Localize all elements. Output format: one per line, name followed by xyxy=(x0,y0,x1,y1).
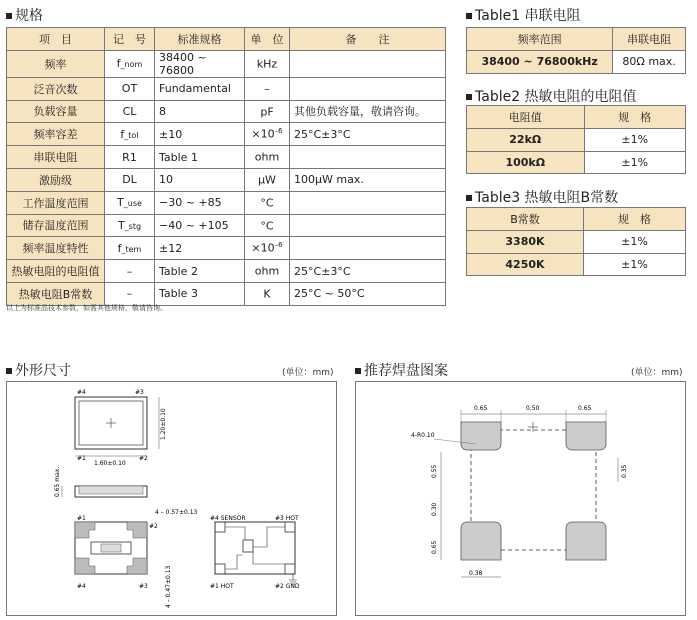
t2-h0: 电阻值 xyxy=(467,106,585,129)
spec-footnote: 以上为标准品技术参数，如需其他规格，敬请咨询。 xyxy=(6,304,167,312)
spec-item: 串联电阻 xyxy=(7,146,105,169)
spec-item: 频率 xyxy=(7,50,105,77)
spec-row xyxy=(7,191,446,214)
t2-r0c0: 22kΩ xyxy=(467,128,585,151)
spec-note xyxy=(290,50,446,77)
spec-item: 负载容量 xyxy=(7,100,105,123)
spec-unit-main: °C xyxy=(260,219,274,233)
spec-unit-main: pF xyxy=(260,105,274,119)
spec-std: 8 xyxy=(155,100,245,123)
lbl-gnd: #2 GND xyxy=(275,583,300,590)
lbl-b-p1: #1 xyxy=(77,515,86,522)
dims-svg xyxy=(7,382,336,615)
spec-row xyxy=(7,50,446,77)
lbl-p1: #1 xyxy=(77,455,86,462)
spec-sym xyxy=(105,214,155,237)
t2-h1: 规 格 xyxy=(584,106,685,129)
lbl-v3: 0.65 xyxy=(431,540,438,554)
spec-note xyxy=(290,191,446,214)
spec-sym xyxy=(105,123,155,146)
spec-unit xyxy=(245,282,290,305)
spec-row xyxy=(7,146,446,169)
spec-std: Fundamental xyxy=(155,77,245,100)
table3 xyxy=(466,207,686,276)
spec-note: 25°C±3°C xyxy=(290,123,446,146)
table3-title: Table3 热敏电阻B常数 xyxy=(466,187,618,207)
spec-row xyxy=(7,237,446,260)
lbl-pad: 4 – 0.57±0.13 xyxy=(155,509,198,516)
spec-item: 频率容差 xyxy=(7,123,105,146)
spec-sym xyxy=(105,168,155,191)
lbl-d3: 0.65 xyxy=(578,405,592,412)
spec-note: 其他负载容量，敬请咨询。 xyxy=(290,100,446,123)
spec-std: ±12 xyxy=(155,237,245,260)
spec-unit-main: ohm xyxy=(254,264,280,278)
spec-sym xyxy=(105,282,155,305)
spec-unit-sup: –6 xyxy=(274,127,283,136)
spec-std: Table 2 xyxy=(155,260,245,283)
spec-sym-sub: _use xyxy=(123,199,142,209)
spec-row xyxy=(7,214,446,237)
t1-h0: 频率范围 xyxy=(467,28,613,51)
spec-title: 规格 xyxy=(6,5,43,25)
lbl-t: 0.65 max. xyxy=(54,466,61,497)
spec-unit-main: °C xyxy=(260,196,274,210)
spec-note xyxy=(290,77,446,100)
spec-sym-main: f xyxy=(117,241,122,255)
spec-std: ±10 xyxy=(155,123,245,146)
lbl-pad2: 4 – 0.47±0.13 xyxy=(165,565,172,608)
spec-unit xyxy=(245,123,290,146)
spec-sym-main: OT xyxy=(121,82,138,96)
spec-sym-main: CL xyxy=(122,104,137,118)
spec-sym-main: T xyxy=(117,196,124,210)
land-svg xyxy=(356,382,685,615)
spec-std: 10 xyxy=(155,168,245,191)
t3-r1c0: 4250K xyxy=(467,253,584,276)
col-item: 项 目 xyxy=(7,28,105,51)
spec-sym xyxy=(105,100,155,123)
spec-sym-main: DL xyxy=(122,173,137,187)
spec-sym-sub: _stg xyxy=(124,221,142,231)
dims-drawing xyxy=(6,381,337,616)
lbl-b-p4: #4 xyxy=(77,583,86,590)
spec-std: Table 3 xyxy=(155,282,245,305)
land-pad-tl xyxy=(461,422,501,450)
t3-h0: B常数 xyxy=(467,208,584,231)
spec-unit-main: μW xyxy=(258,173,276,187)
spec-item: 工作温度范围 xyxy=(7,191,105,214)
land-pad-br xyxy=(566,522,606,560)
col-note: 备 注 xyxy=(290,28,446,51)
spec-unit xyxy=(245,168,290,191)
spec-unit xyxy=(245,260,290,283)
t2-r0c1: ±1% xyxy=(584,128,685,151)
lbl-p4: #4 xyxy=(77,389,86,396)
col-std: 标准规格 xyxy=(155,28,245,51)
spec-sym xyxy=(105,50,155,77)
table2-title: Table2 热敏电阻的电阻值 xyxy=(466,86,637,106)
lbl-h: 1.20±0.10 xyxy=(160,408,167,440)
t3-r1c1: ±1% xyxy=(583,253,685,276)
spec-note: 25°C±3°C xyxy=(290,260,446,283)
spec-sym xyxy=(105,77,155,100)
lbl-w: 1.60±0.10 xyxy=(94,460,126,467)
spec-unit-main: ohm xyxy=(254,150,280,164)
circuit-view xyxy=(215,522,295,574)
spec-sym-main: f xyxy=(116,57,121,71)
spec-sym xyxy=(105,191,155,214)
land-pad-bl xyxy=(461,522,501,560)
spec-unit xyxy=(245,191,290,214)
lbl-sensor: #4 SENSOR xyxy=(210,515,246,522)
t3-r0c0: 3380K xyxy=(467,230,584,253)
lbl-b-p3: #3 xyxy=(139,583,148,590)
land-pad-tr xyxy=(566,422,606,450)
spec-sym-sub: _tem xyxy=(121,244,142,254)
spec-sym xyxy=(105,260,155,283)
spec-item: 泛音次数 xyxy=(7,77,105,100)
spec-sym-main: – xyxy=(126,264,133,278)
t3-r0c1: ±1% xyxy=(583,230,685,253)
spec-note xyxy=(290,237,446,260)
t3-h1: 规 格 xyxy=(583,208,685,231)
dims-unit: (单位：mm) xyxy=(282,368,334,378)
spec-table xyxy=(6,27,446,306)
spec-row xyxy=(7,168,446,191)
t1-h1: 串联电阻 xyxy=(613,28,686,51)
lbl-v1: 0.55 xyxy=(431,464,438,478)
col-sym: 记 号 xyxy=(105,28,155,51)
spec-unit xyxy=(245,237,290,260)
t2-r1c1: ±1% xyxy=(584,151,685,174)
spec-row xyxy=(7,282,446,305)
spec-unit xyxy=(245,146,290,169)
lbl-p3: #3 xyxy=(135,389,144,396)
spec-note xyxy=(290,214,446,237)
spec-sym-sub: _tol xyxy=(124,130,139,140)
spec-unit-main: ×10 xyxy=(251,242,275,256)
spec-unit-main: K xyxy=(263,287,271,301)
spec-unit xyxy=(245,77,290,100)
spec-unit xyxy=(245,214,290,237)
land-drawing xyxy=(355,381,686,616)
lbl-d2: 0.50 xyxy=(526,405,540,412)
spec-item: 热敏电阻B常数 xyxy=(7,282,105,305)
spec-unit-sup: –6 xyxy=(274,241,283,250)
spec-row xyxy=(7,77,446,100)
lbl-v2: 0.30 xyxy=(431,502,438,516)
lbl-r: 4-R0.10 xyxy=(411,432,435,439)
lbl-hot1: #1 HOT xyxy=(210,583,234,590)
spec-sym-main: R1 xyxy=(122,150,137,164)
spec-sym xyxy=(105,237,155,260)
spec-item: 频率温度特性 xyxy=(7,237,105,260)
spec-std: −40 ~ +105 xyxy=(155,214,245,237)
spec-std: 38400 ~ 76800 xyxy=(155,50,245,77)
lbl-hot3: #3 HOT xyxy=(275,515,299,522)
table1 xyxy=(466,27,686,74)
lbl-b-p2: #2 xyxy=(149,523,158,530)
spec-row xyxy=(7,100,446,123)
spec-item: 热敏电阻的电阻值 xyxy=(7,260,105,283)
spec-note xyxy=(290,146,446,169)
spec-sym-main: – xyxy=(126,287,133,301)
dims-title: 外形尺寸 xyxy=(6,360,71,380)
spec-note: 100μW max. xyxy=(290,168,446,191)
t2-r1c0: 100kΩ xyxy=(467,151,585,174)
spec-sym-main: f xyxy=(120,127,125,141)
spec-row xyxy=(7,260,446,283)
t1-r0c1: 80Ω max. xyxy=(613,50,686,73)
spec-std: Table 1 xyxy=(155,146,245,169)
spec-sym xyxy=(105,146,155,169)
lbl-b: 0.38 xyxy=(469,570,483,577)
spec-std: −30 ~ +85 xyxy=(155,191,245,214)
spec-unit-main: – xyxy=(264,82,270,96)
lbl-p2: #2 xyxy=(139,455,148,462)
spec-unit xyxy=(245,100,290,123)
spec-unit-main: ×10 xyxy=(251,128,275,142)
spec-note: 25°C ~ 50°C xyxy=(290,282,446,305)
t1-r0c0: 38400 ~ 76800kHz xyxy=(467,50,613,73)
lbl-d1: 0.65 xyxy=(474,405,488,412)
spec-item: 储存温度范围 xyxy=(7,214,105,237)
spec-unit-main: kHz xyxy=(256,57,278,71)
spec-sym-main: T xyxy=(117,218,125,232)
spec-item: 激励级 xyxy=(7,168,105,191)
spec-sym-sub: _nom xyxy=(120,60,143,70)
spec-row xyxy=(7,123,446,146)
lbl-v4: 0.35 xyxy=(621,464,628,478)
land-unit: (单位：mm) xyxy=(631,368,683,378)
col-unit: 单 位 xyxy=(245,28,290,51)
spec-unit xyxy=(245,50,290,77)
table1-title: Table1 串联电阻 xyxy=(466,5,581,25)
table2 xyxy=(466,105,686,174)
land-title: 推荐焊盘图案 xyxy=(355,360,448,380)
